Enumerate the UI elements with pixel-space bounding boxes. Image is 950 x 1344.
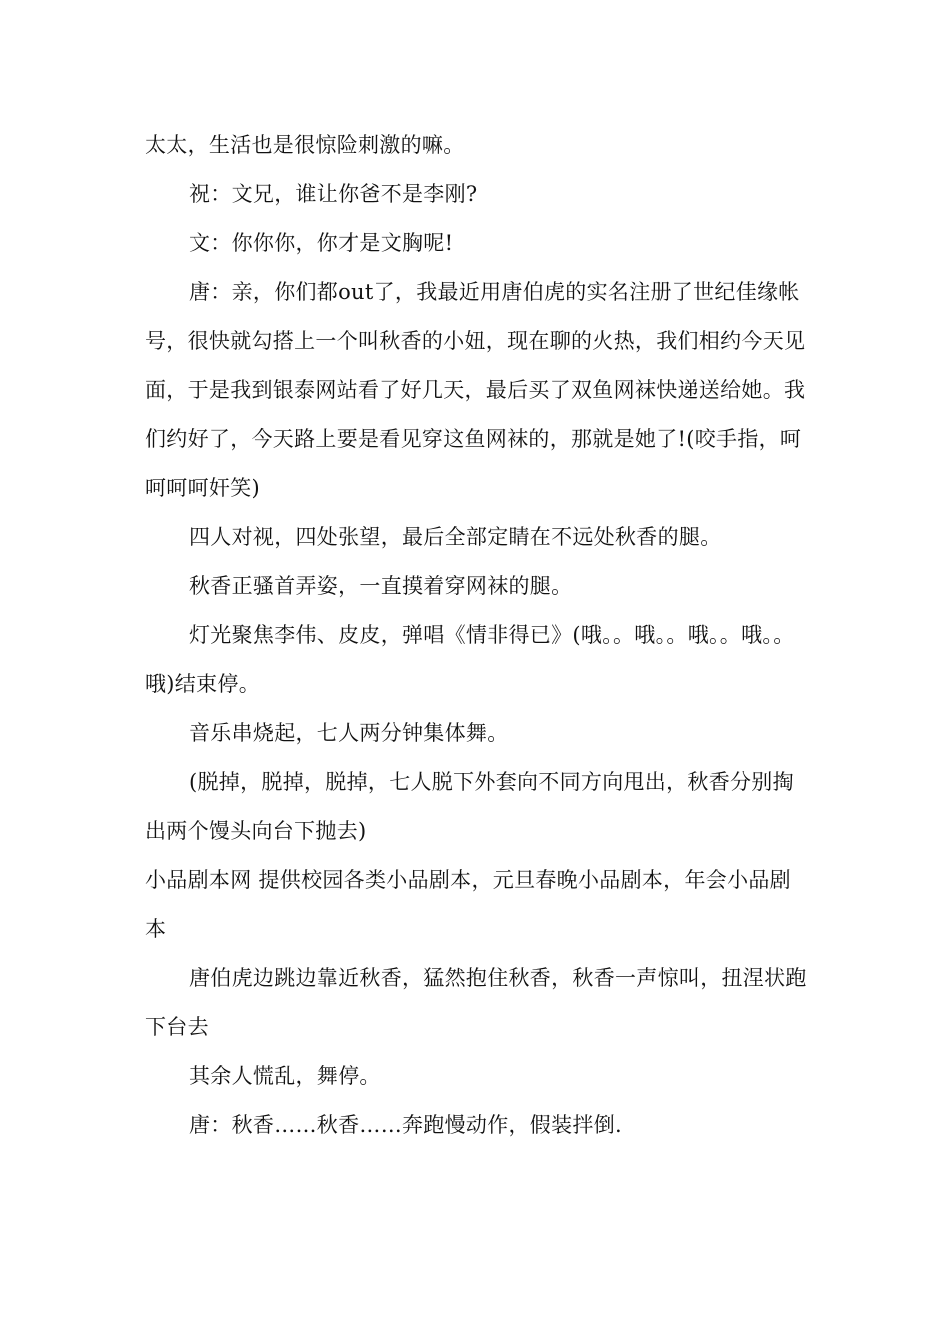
paragraph-4: 四人对视，四处张望，最后全部定睛在不远处秋香的腿。 (189, 525, 722, 549)
document-body (145, 121, 810, 1150)
paragraph-6: 灯光聚焦李伟、皮皮，弹唱《情非得已》(哦。。哦。。哦。。哦。。哦)结束停。 (145, 623, 795, 696)
paragraph-11: 其余人慌乱，舞停。 (189, 1064, 381, 1088)
paragraph-10: 唐伯虎边跳边靠近秋香，猛然抱住秋香，秋香一声惊叫，扭涅状跑下台去 (145, 966, 807, 1039)
paragraph-8: (脱掉，脱掉，脱掉，七人脱下外套向不同方向甩出，秋香分别掏出两个馒头向台下抛去) (145, 770, 794, 843)
paragraph-5: 秋香正骚首弄姿，一直摸着穿网袜的腿。 (189, 574, 573, 598)
paragraph-1: 祝：文兄，谁让你爸不是李刚? (189, 182, 478, 206)
paragraph-0: 太太，生活也是很惊险刺激的嘛。 (145, 133, 465, 157)
paragraph-2: 文：你你你，你才是文胸呢! (189, 231, 454, 255)
paragraph-9: 小品剧本网 提供校园各类小品剧本，元旦春晚小品剧本，年会小品剧本 (145, 868, 791, 941)
paragraph-12: 唐：秋香……秋香……奔跑慢动作，假装拌倒. (189, 1113, 622, 1137)
paragraph-3: 唐：亲，你们都out了，我最近用唐伯虎的实名注册了世纪佳缘帐号，很快就勾搭上一个叫秋香的小妞，现在聊的火热，我们相约今天见面，于是我到银泰网站看了好几天，最后买了双鱼网袜快递送给她。我们约好了，今天路上要是看见穿这鱼网袜的，那就是她了!(咬手指，呵呵呵呵奸笑) (145, 280, 806, 500)
paragraph-7: 音乐串烧起，七人两分钟集体舞。 (189, 721, 509, 745)
